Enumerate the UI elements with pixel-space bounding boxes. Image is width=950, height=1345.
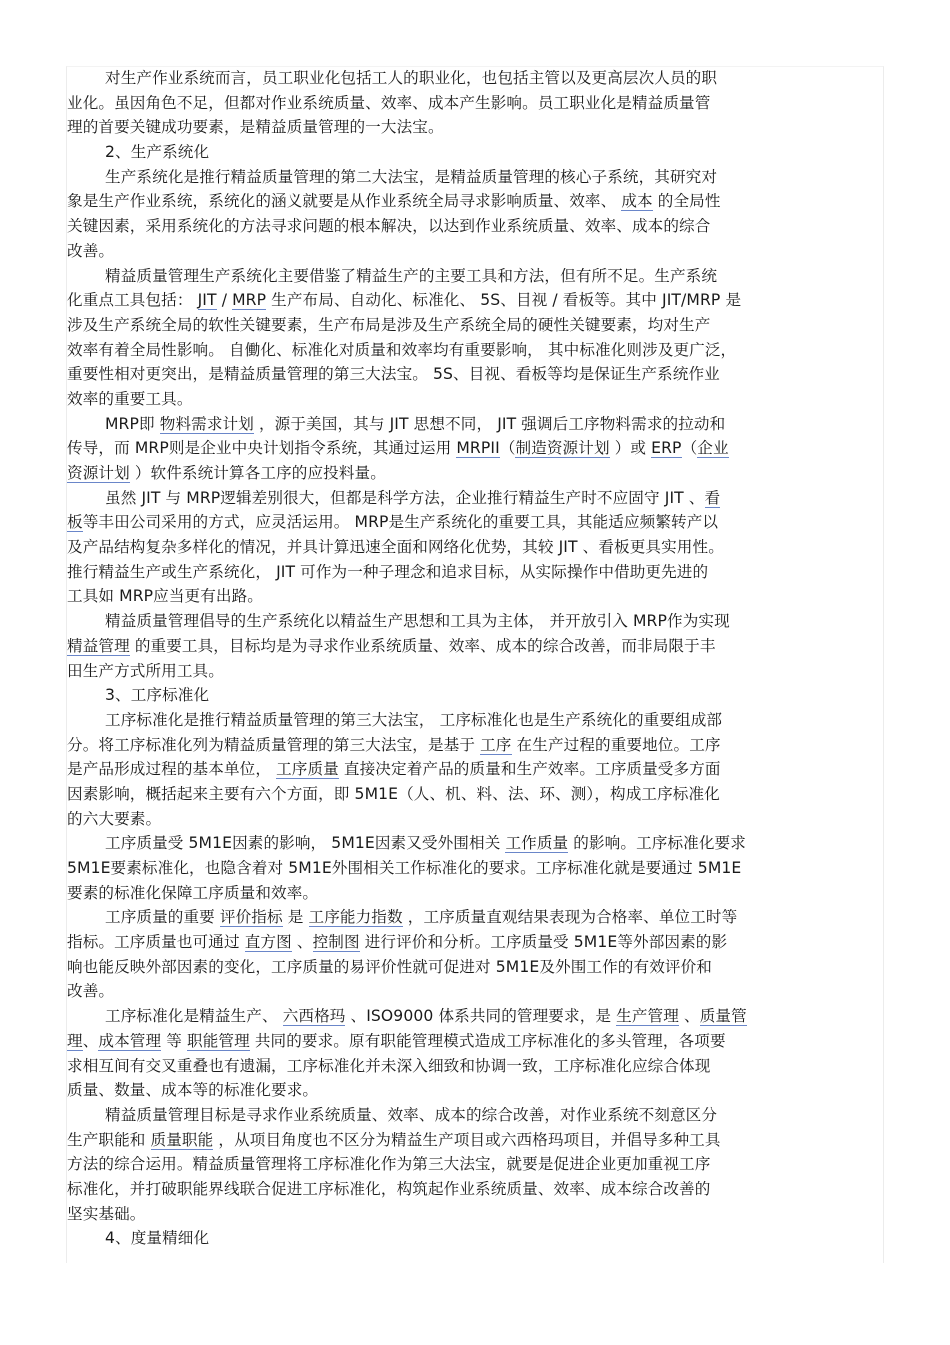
- keyword-link[interactable]: 职能管理: [187, 1031, 250, 1050]
- text-segment: 指标。工序质量也可通过: [67, 933, 245, 952]
- text-segment: 效率的重要工具。: [67, 389, 193, 408]
- text-line: [67, 436, 879, 461]
- text-segment: ，源于美国，其与 JIT 思想不同， JIT 强调后工序物料需求的拉动和: [253, 414, 726, 433]
- text-line: [67, 1029, 879, 1054]
- text-segment: 是产品形成过程的基本单位，: [67, 760, 277, 779]
- text-segment: MRP即: [105, 414, 160, 433]
- keyword-link[interactable]: 板: [67, 513, 83, 532]
- text-line: [67, 288, 879, 313]
- text-line: [67, 1177, 879, 1202]
- text-segment: 效率有着全局性影响。 自働化、标准化对质量和效率均有重要影响， 其中标准化则涉及更广泛，: [67, 340, 737, 359]
- text-line: [67, 733, 879, 758]
- keyword-link[interactable]: 物料需求计划: [159, 414, 254, 433]
- keyword-link[interactable]: 看: [704, 488, 721, 507]
- text-segment: 生产系统化是推行精益质量管理的第二大法宝，是精益质量管理的核心子系统，其研究对: [105, 167, 718, 186]
- text-line: [67, 807, 879, 832]
- keyword-link[interactable]: MRP: [232, 291, 267, 310]
- text-line: [67, 979, 879, 1004]
- text-segment: 标准化，并打破职能界线联合促进工序标准化，构筑起作业系统质量、效率、成本综合改善的: [67, 1179, 711, 1198]
- text-segment: （: [681, 439, 698, 458]
- text-segment: 涉及生产系统全局的软性关键要素，生产布局是涉及生产系统全局的硬性关键要素，均对生产: [67, 315, 711, 334]
- keyword-link[interactable]: 企业: [697, 439, 729, 458]
- document-body: [67, 66, 879, 1251]
- text-segment: 响也能反映外部因素的变化，工序质量的易评价性就可促进对 5M1E及外围工作的有效评价和: [67, 957, 712, 976]
- text-line: [67, 708, 879, 733]
- text-line: [67, 757, 879, 782]
- text-segment: 虽然 JIT 与 MRP逻辑差别很大，但都是科学方法，企业推行精益生产时不应固守 JIT 、: [105, 488, 705, 507]
- keyword-link[interactable]: 生产管理: [616, 1007, 679, 1026]
- keyword-link[interactable]: 成本管理: [98, 1031, 162, 1050]
- text-segment: 精益质量管理目标是寻求作业系统质量、效率、成本的综合改善，对作业系统不刻意区分: [105, 1105, 718, 1124]
- text-segment: 坚实基础。: [67, 1204, 146, 1223]
- text-segment: 生产职能和: [67, 1130, 151, 1149]
- text-line: [67, 387, 879, 412]
- text-line: [67, 1054, 879, 1079]
- text-line: [67, 560, 879, 585]
- text-segment: 的六大要素。: [67, 809, 162, 828]
- text-line: [67, 362, 879, 387]
- text-segment: 工序质量的重要: [105, 908, 220, 927]
- keyword-link[interactable]: 评价指标: [219, 908, 283, 927]
- keyword-link[interactable]: 工序: [480, 735, 512, 754]
- keyword-link[interactable]: 工序质量: [276, 760, 339, 779]
- keyword-link[interactable]: 工作质量: [505, 834, 569, 853]
- text-line: [67, 140, 879, 165]
- text-segment: 因素影响，概括起来主要有六个方面，即 5M1E（人、机、料、法、环、测），构成工序标准化: [67, 784, 720, 803]
- text-segment: 进行评价和分析。工序质量受 5M1E等外部因素的影: [359, 933, 728, 952]
- text-segment: 求相互间有交叉重叠也有遗漏，工序标准化并未深入细致和协调一致，工序标准化应综合体现: [67, 1056, 711, 1075]
- text-line: [67, 782, 879, 807]
- text-segment: 3、工序标准化: [105, 686, 210, 705]
- keyword-link[interactable]: 工序能力指数: [308, 908, 403, 927]
- text-segment: 推行精益生产或生产系统化， JIT 可作为一种子理念和追求目标，从实际操作中借助更先进的: [67, 562, 709, 581]
- text-segment: 改善。: [67, 982, 115, 1001]
- text-line: [67, 831, 879, 856]
- text-line: [67, 659, 879, 684]
- text-line: [67, 683, 879, 708]
- text-segment: 精益质量管理倡导的生产系统化以精益生产思想和工具为主体， 并开放引入 MRP作为实现: [105, 612, 730, 631]
- text-segment: 、: [291, 933, 313, 952]
- text-segment: 的全局性: [652, 192, 721, 211]
- text-segment: 分。将工序标准化列为精益质量管理的第三大法宝，是基于: [67, 735, 481, 754]
- text-segment: 要素的标准化保障工序质量和效率。: [67, 883, 319, 902]
- text-line: [67, 609, 879, 634]
- keyword-link[interactable]: 控制图: [312, 933, 360, 952]
- text-line: [67, 1078, 879, 1103]
- text-line: [67, 1128, 879, 1153]
- text-line: [67, 1103, 879, 1128]
- text-segment: 生产布局、自动化、标准化、 5S、目视 / 看板等。其中 JIT/MRP 是: [266, 291, 742, 310]
- keyword-link[interactable]: 六西格玛: [282, 1007, 346, 1026]
- text-segment: 5M1E要素标准化，也隐含着对 5M1E外围相关工作标准化的要求。工序标准化就是要通过 5M1E: [67, 859, 742, 877]
- text-segment: 关键因素，采用系统化的方法寻求问题的根本解决，以达到作业系统质量、效率、成本的综合: [67, 217, 711, 236]
- text-line: [67, 115, 879, 140]
- text-segment: ）软件系统计算各工序的应投料量。: [129, 464, 386, 482]
- text-line: [67, 239, 879, 264]
- text-segment: 工序标准化是精益生产、: [105, 1007, 283, 1026]
- text-segment: 4、度量精细化: [105, 1229, 210, 1248]
- text-line: [67, 214, 879, 239]
- text-line: [67, 165, 879, 190]
- text-line: [67, 955, 879, 980]
- text-segment: 化重点工具包括：: [67, 291, 198, 310]
- text-line: [67, 189, 879, 214]
- text-segment: 、ISO9000 体系共同的管理要求，是: [345, 1007, 617, 1026]
- text-segment: 理的首要关键成功要素，是精益质量管理的一大法宝。: [67, 118, 444, 137]
- text-line: [67, 66, 879, 91]
- text-segment: ，从项目角度也不区分为精益生产项目或六西格玛项目，并倡导多种工具: [213, 1130, 721, 1149]
- text-segment: 、: [82, 1031, 99, 1050]
- text-segment: 共同的要求。原有职能管理模式造成工序标准化的多头管理，各项要: [249, 1031, 726, 1050]
- text-line: [67, 486, 879, 511]
- text-line: [67, 535, 879, 560]
- text-segment: 质量、数量、成本等的标准化要求。: [67, 1081, 319, 1100]
- text-line: [67, 930, 879, 955]
- text-line: [67, 905, 879, 930]
- keyword-link[interactable]: 理: [67, 1031, 83, 1050]
- text-line: [67, 856, 879, 881]
- text-line: [67, 338, 879, 363]
- text-segment: 方法的综合运用。精益质量管理将工序标准化作为第三大法宝，就要是促进企业更加重视工序: [67, 1155, 711, 1174]
- keyword-link[interactable]: JIT: [197, 291, 217, 310]
- text-segment: ）或: [609, 439, 652, 458]
- text-segment: 精益质量管理生产系统化主要借鉴了精益生产的主要工具和方法，但有所不足。生产系统: [105, 266, 718, 285]
- text-segment: 工具如 MRP应当更有出路。: [67, 587, 263, 606]
- text-line: [67, 634, 879, 659]
- text-segment: 改善。: [67, 241, 115, 260]
- text-segment: 工序标准化是推行精益质量管理的第三大法宝， 工序标准化也是生产系统化的重要组成部: [105, 710, 723, 729]
- text-segment: （: [499, 439, 516, 458]
- keyword-link[interactable]: ERP: [651, 439, 682, 458]
- text-segment: 工序质量受 5M1E因素的影响， 5M1E因素又受外围相关: [105, 834, 506, 853]
- text-segment: 、: [678, 1007, 700, 1026]
- text-line: [67, 510, 879, 535]
- text-segment: 传导，而 MRP则是企业中央计划指令系统，其通过运用: [67, 439, 457, 458]
- text-segment: 的影响。工序标准化要求: [568, 834, 746, 853]
- text-segment: 田生产方式所用工具。: [67, 661, 224, 680]
- keyword-link[interactable]: 质量职能: [150, 1130, 214, 1149]
- text-segment: 业化。虽因角色不足，但都对作业系统质量、效率、成本产生影响。员工职业化是精益质量管: [67, 93, 711, 112]
- text-line: [67, 461, 879, 486]
- text-line: [67, 264, 879, 289]
- keyword-link[interactable]: 成本: [621, 192, 653, 211]
- text-line: [67, 584, 879, 609]
- text-line: [67, 91, 879, 116]
- text-line: [67, 881, 879, 906]
- keyword-link[interactable]: 资源计划: [67, 464, 130, 482]
- text-segment: 重要性相对更突出，是精益质量管理的第三大法宝。 5S、目视、看板等均是保证生产系统作业: [67, 365, 720, 384]
- text-line: [67, 313, 879, 338]
- text-segment: 直接决定着产品的质量和生产效率。工序质量受多方面: [338, 760, 721, 779]
- text-line: [67, 1152, 879, 1177]
- text-line: [67, 1202, 879, 1227]
- keyword-link[interactable]: 制造资源计划: [515, 439, 610, 458]
- keyword-link[interactable]: 质量管: [699, 1007, 747, 1026]
- text-segment: 2、生产系统化: [105, 143, 210, 162]
- text-line: [67, 1004, 879, 1029]
- keyword-link[interactable]: 直方图: [244, 933, 292, 952]
- text-segment: 是: [282, 908, 309, 927]
- text-segment: 等: [161, 1031, 187, 1050]
- keyword-link[interactable]: MRPII: [456, 439, 500, 458]
- text-segment: 象是生产作业系统，系统化的涵义就要是从作业系统全局寻求影响质量、效率、: [67, 192, 622, 211]
- text-line: [67, 412, 879, 437]
- text-segment: ，工序质量直观结果表现为合格率、单位工时等: [402, 908, 738, 927]
- text-segment: 等丰田公司采用的方式，应灵活运用。 MRP是生产系统化的重要工具，其能适应频繁转产以: [82, 513, 719, 532]
- text-segment: 及产品结构复杂多样化的情况，并具计算迅速全面和网络化优势，其较 JIT 、看板更具实用性。: [67, 538, 724, 557]
- text-segment: 的重要工具，目标均是为寻求作业系统质量、效率、成本的综合改善，而非局限于丰: [129, 636, 716, 655]
- keyword-link[interactable]: 精益管理: [67, 636, 130, 655]
- text-segment: 在生产过程的重要地位。工序: [511, 735, 721, 754]
- text-line: [67, 1226, 879, 1251]
- text-segment: /: [216, 291, 233, 310]
- text-segment: 对生产作业系统而言，员工职业化包括工人的职业化，也包括主管以及更高层次人员的职: [105, 69, 718, 87]
